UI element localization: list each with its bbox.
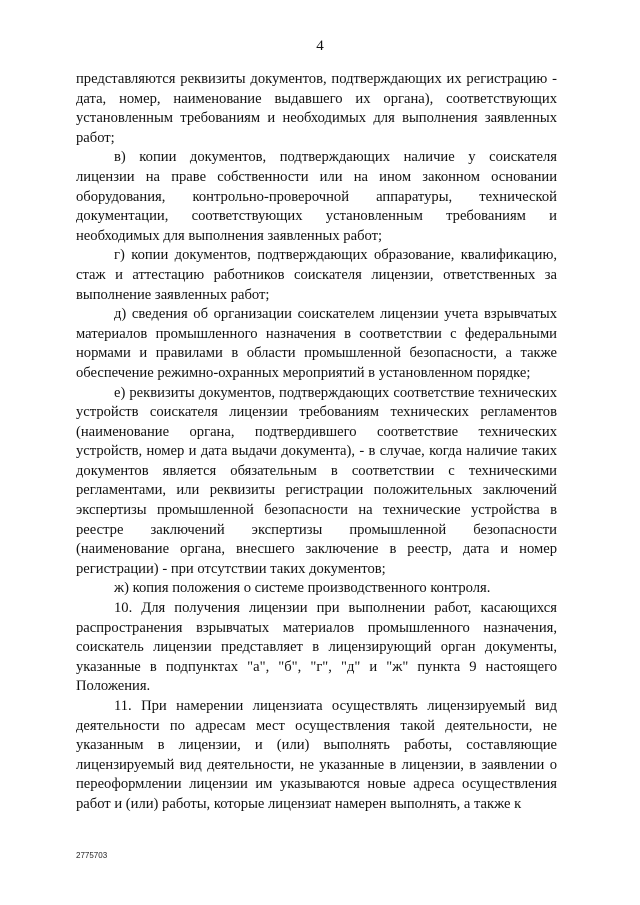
paragraph: ж) копия положения о системе производственного контроля. [114, 580, 491, 597]
paragraph: 11. При намерении лицензиата осуществлять лицензируемый вид деятельности по адресам мест осуществления такой деятельности, не указанным в лицензии, и (или) выполнять работы, составляющие лицензируемый вид деятельности, не указанные в лицензии, в заявлении о переоформлении лицензии им указываются новые адреса осуществления работ и (или) работы, которые лицензиат намерен выполнять, а также к [76, 698, 557, 812]
paragraph: д) сведения об организации соискателем лицензии учета взрывчатых материалов промышленного назначения в соответствии с федеральными нормами и правилами в области промышленной безопасности, а также обеспечение режимно-охранных мероприятий в установленном порядке; [76, 306, 557, 381]
paragraph: е) реквизиты документов, подтверждающих соответствие технических устройств соискателя лицензии требованиям технических регламентов (наименование органа, подтвердившего соответствие технических устройств, номер и дата выдачи документа), - в случае, когда наличие таких документов является обязательным в соответствии с техническими регламентами, или реквизиты регистрации положительных заключений экспертизы промышленной безопасности на технические устройства в реестре заключений экспертизы промышленной безопасности (наименование органа, внесшего заключение в реестр, дата и номер регистрации) - при отсутствии таких документов; [76, 384, 557, 577]
paragraph: в) копии документов, подтверждающих наличие у соискателя лицензии на праве собственности или на ином законном основании оборудования, контрольно-проверочной аппаратуры, технической документации, соответствующих установленным требованиям и необходимых для выполнения заявленных работ; [76, 149, 557, 244]
paragraph: 10. Для получения лицензии при выполнении работ, касающихся распространения взрывчатых материалов промышленного назначения, соискатель лицензии представляет в лицензирующий орган документы, указанные в подпунктах "а", "б", "г", "д" и "ж" пункта 9 настоящего Положения. [76, 600, 557, 695]
document-code: 2775703 [76, 851, 108, 860]
paragraph: г) копии документов, подтверждающих образование, квалификацию, стаж и аттестацию работников соискателя лицензии, ответственных за выполнение заявленных работ; [76, 247, 557, 303]
paragraph: представляются реквизиты документов, подтверждающих их регистрацию - дата, номер, наименование выдавшего их органа), соответствующих установленным требованиям и необходимых для выполнения заявленных работ; [76, 71, 557, 146]
page-number: 4 [316, 38, 324, 54]
document-body [76, 70, 557, 815]
